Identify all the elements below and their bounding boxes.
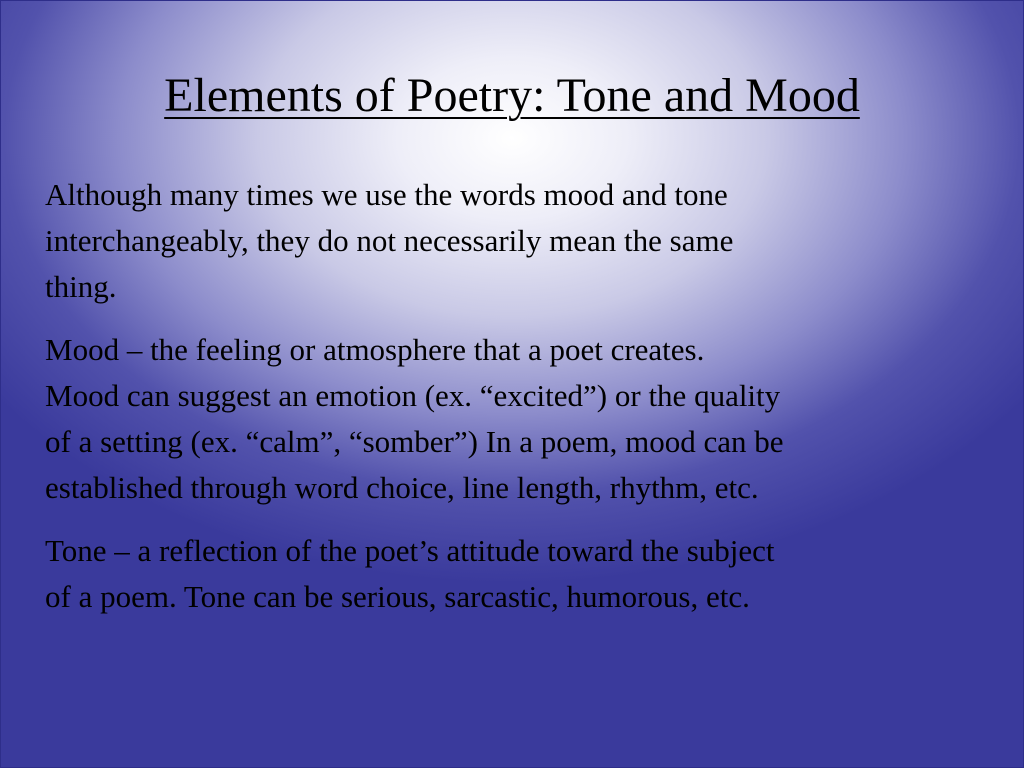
mood-paragraph: Mood – the feeling or atmosphere that a poet creates. Mood can suggest an emotion (ex. “excited”) or the quality of a setting (ex. “calm”, “somber”) In a poem, mood can be established through word choice, line length, rhythm, etc. [45, 332, 784, 505]
intro-paragraph: Although many times we use the words mood and tone interchangeably, they do not necessarily mean the same thing. [45, 177, 734, 304]
tone-paragraph: Tone – a reflection of the poet’s attitude toward the subject of a poem. Tone can be serious, sarcastic, humorous, etc. [45, 533, 775, 614]
slide-title: Elements of Poetry: Tone and Mood [164, 69, 860, 122]
slide-body [45, 172, 980, 637]
